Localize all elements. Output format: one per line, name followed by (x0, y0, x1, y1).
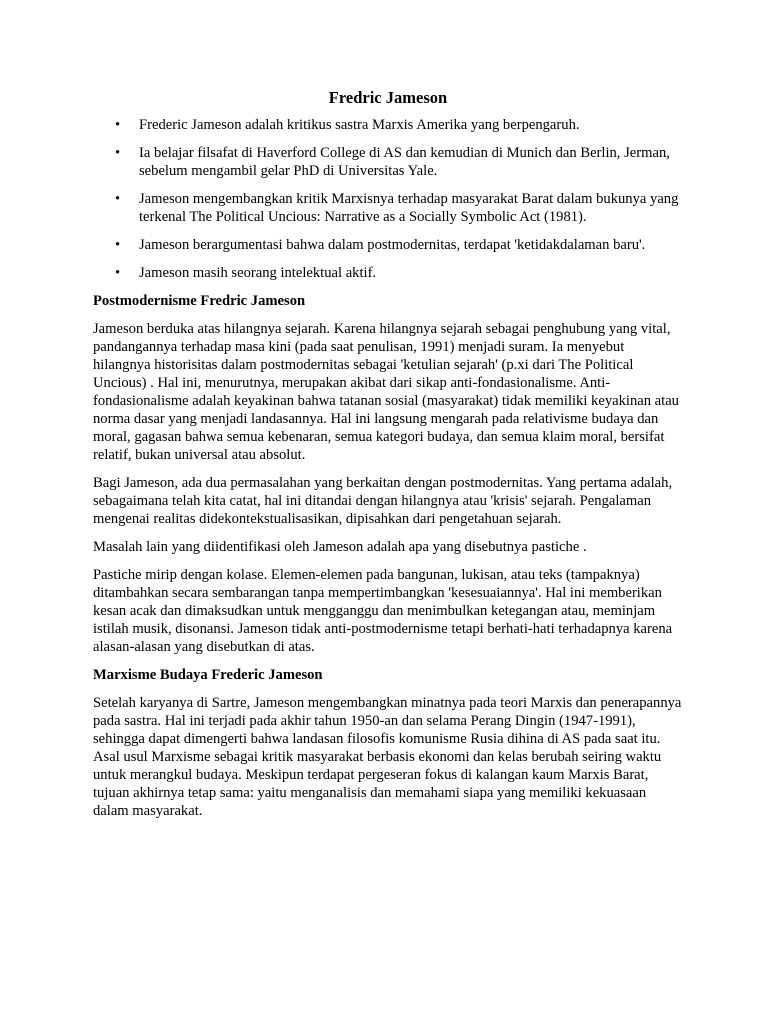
bullet-list (93, 116, 683, 282)
bullet-item (93, 144, 683, 180)
paragraph: Bagi Jameson, ada dua permasalahan yang berkaitan dengan postmodernitas. Yang pertama adalah, sebagaimana telah kita catat, hal ini ditandai dengan hilangnya atau 'krisis' sejarah. Pengalaman mengenai realitas didekontekstualisasikan, dipisahkan dari pengetahuan sejarah. (93, 475, 673, 527)
bullet-icon: • (115, 265, 121, 281)
bullet-item (93, 190, 683, 226)
bullet-text: Ia belajar filsafat di Haverford College di AS dan kemudian di Munich dan Berlin, Jerman, sebelum mengambil gelar PhD di Universitas Yale. (139, 145, 670, 179)
section-heading-postmodernism: Postmodernisme Fredric Jameson (93, 293, 306, 309)
bullet-text: Jameson berargumentasi bahwa dalam postmodernitas, terdapat 'ketidakdalaman baru'. (139, 237, 646, 253)
paragraph: Jameson berduka atas hilangnya sejarah. Karena hilangnya sejarah sebagai penghubung yang vital, pandangannya terhadap masa kini (pada saat penulisan, 1991) menjadi suram. Ia menyebut hilangnya historisitas dalam postmodernitas sebagai 'ketulian sejarah' (p.xi dari The Political Uncious) . Hal ini, menurutnya, merupakan akibat dari sikap anti-fondasionalisme. Anti-fondasionalisme adalah keyakinan bahwa tatanan sosial (masyarakat) tidak memiliki keyakinan atau norma dasar yang menjadi landasannya. Hal ini langsung mengarah pada relativisme budaya dan moral, gagasan bahwa semua kebenaran, semua kategori budaya, dan semua klaim moral, bersifat relatif, bukan universal atau absolut. (93, 321, 679, 463)
bullet-text: Jameson masih seorang intelektual aktif. (139, 265, 377, 281)
paragraph: Setelah karyanya di Sartre, Jameson mengembangkan minatnya pada teori Marxis dan penerapannya pada sastra. Hal ini terjadi pada akhir tahun 1950-an dan selama Perang Dingin (1947-1991), sehingga dapat dimengerti bahwa landasan filosofis komunisme Rusia dihina di AS pada saat itu. Asal usul Marxisme sebagai kritik masyarakat berbasis ekonomi dan kelas berubah seiring waktu untuk merangkul budaya. Meskipun terdapat pergeseran fokus di kalangan kaum Marxis Barat, tujuan akhirnya tetap sama: yaitu menganalisis dan memahami siapa yang memiliki kekuasaan dalam masyarakat. (93, 695, 682, 819)
bullet-text: Jameson mengembangkan kritik Marxisnya terhadap masyarakat Barat dalam bukunya yang terkenal The Political Uncious: Narrative as a Socially Symbolic Act (1981). (139, 191, 679, 225)
bullet-text: Frederic Jameson adalah kritikus sastra Marxis Amerika yang berpengaruh. (139, 117, 580, 133)
section-heading-cultural-marxism: Marxisme Budaya Frederic Jameson (93, 667, 323, 683)
bullet-icon: • (115, 191, 121, 207)
bullet-item (93, 116, 683, 134)
bullet-icon: • (115, 237, 121, 253)
document-title: Fredric Jameson (328, 88, 448, 107)
bullet-icon: • (115, 145, 121, 161)
bullet-item (93, 264, 683, 282)
document-page (93, 88, 683, 830)
bullet-icon: • (115, 117, 121, 133)
paragraph: Masalah lain yang diidentifikasi oleh Jameson adalah apa yang disebutnya pastiche . (93, 539, 587, 555)
bullet-item (93, 236, 683, 254)
paragraph: Pastiche mirip dengan kolase. Elemen-elemen pada bangunan, lukisan, atau teks (tampaknya) ditambahkan secara sembarangan tanpa mempertimbangkan 'kesesuaiannya'. Hal ini memberikan kesan acak dan dimaksudkan untuk mengganggu dan menimbulkan ketegangan atau, meminjam istilah musik, disonansi. Jameson tidak anti-postmodernisme tetapi berhati-hati terhadapnya karena alasan-alasan yang disebutkan di atas. (93, 567, 673, 655)
